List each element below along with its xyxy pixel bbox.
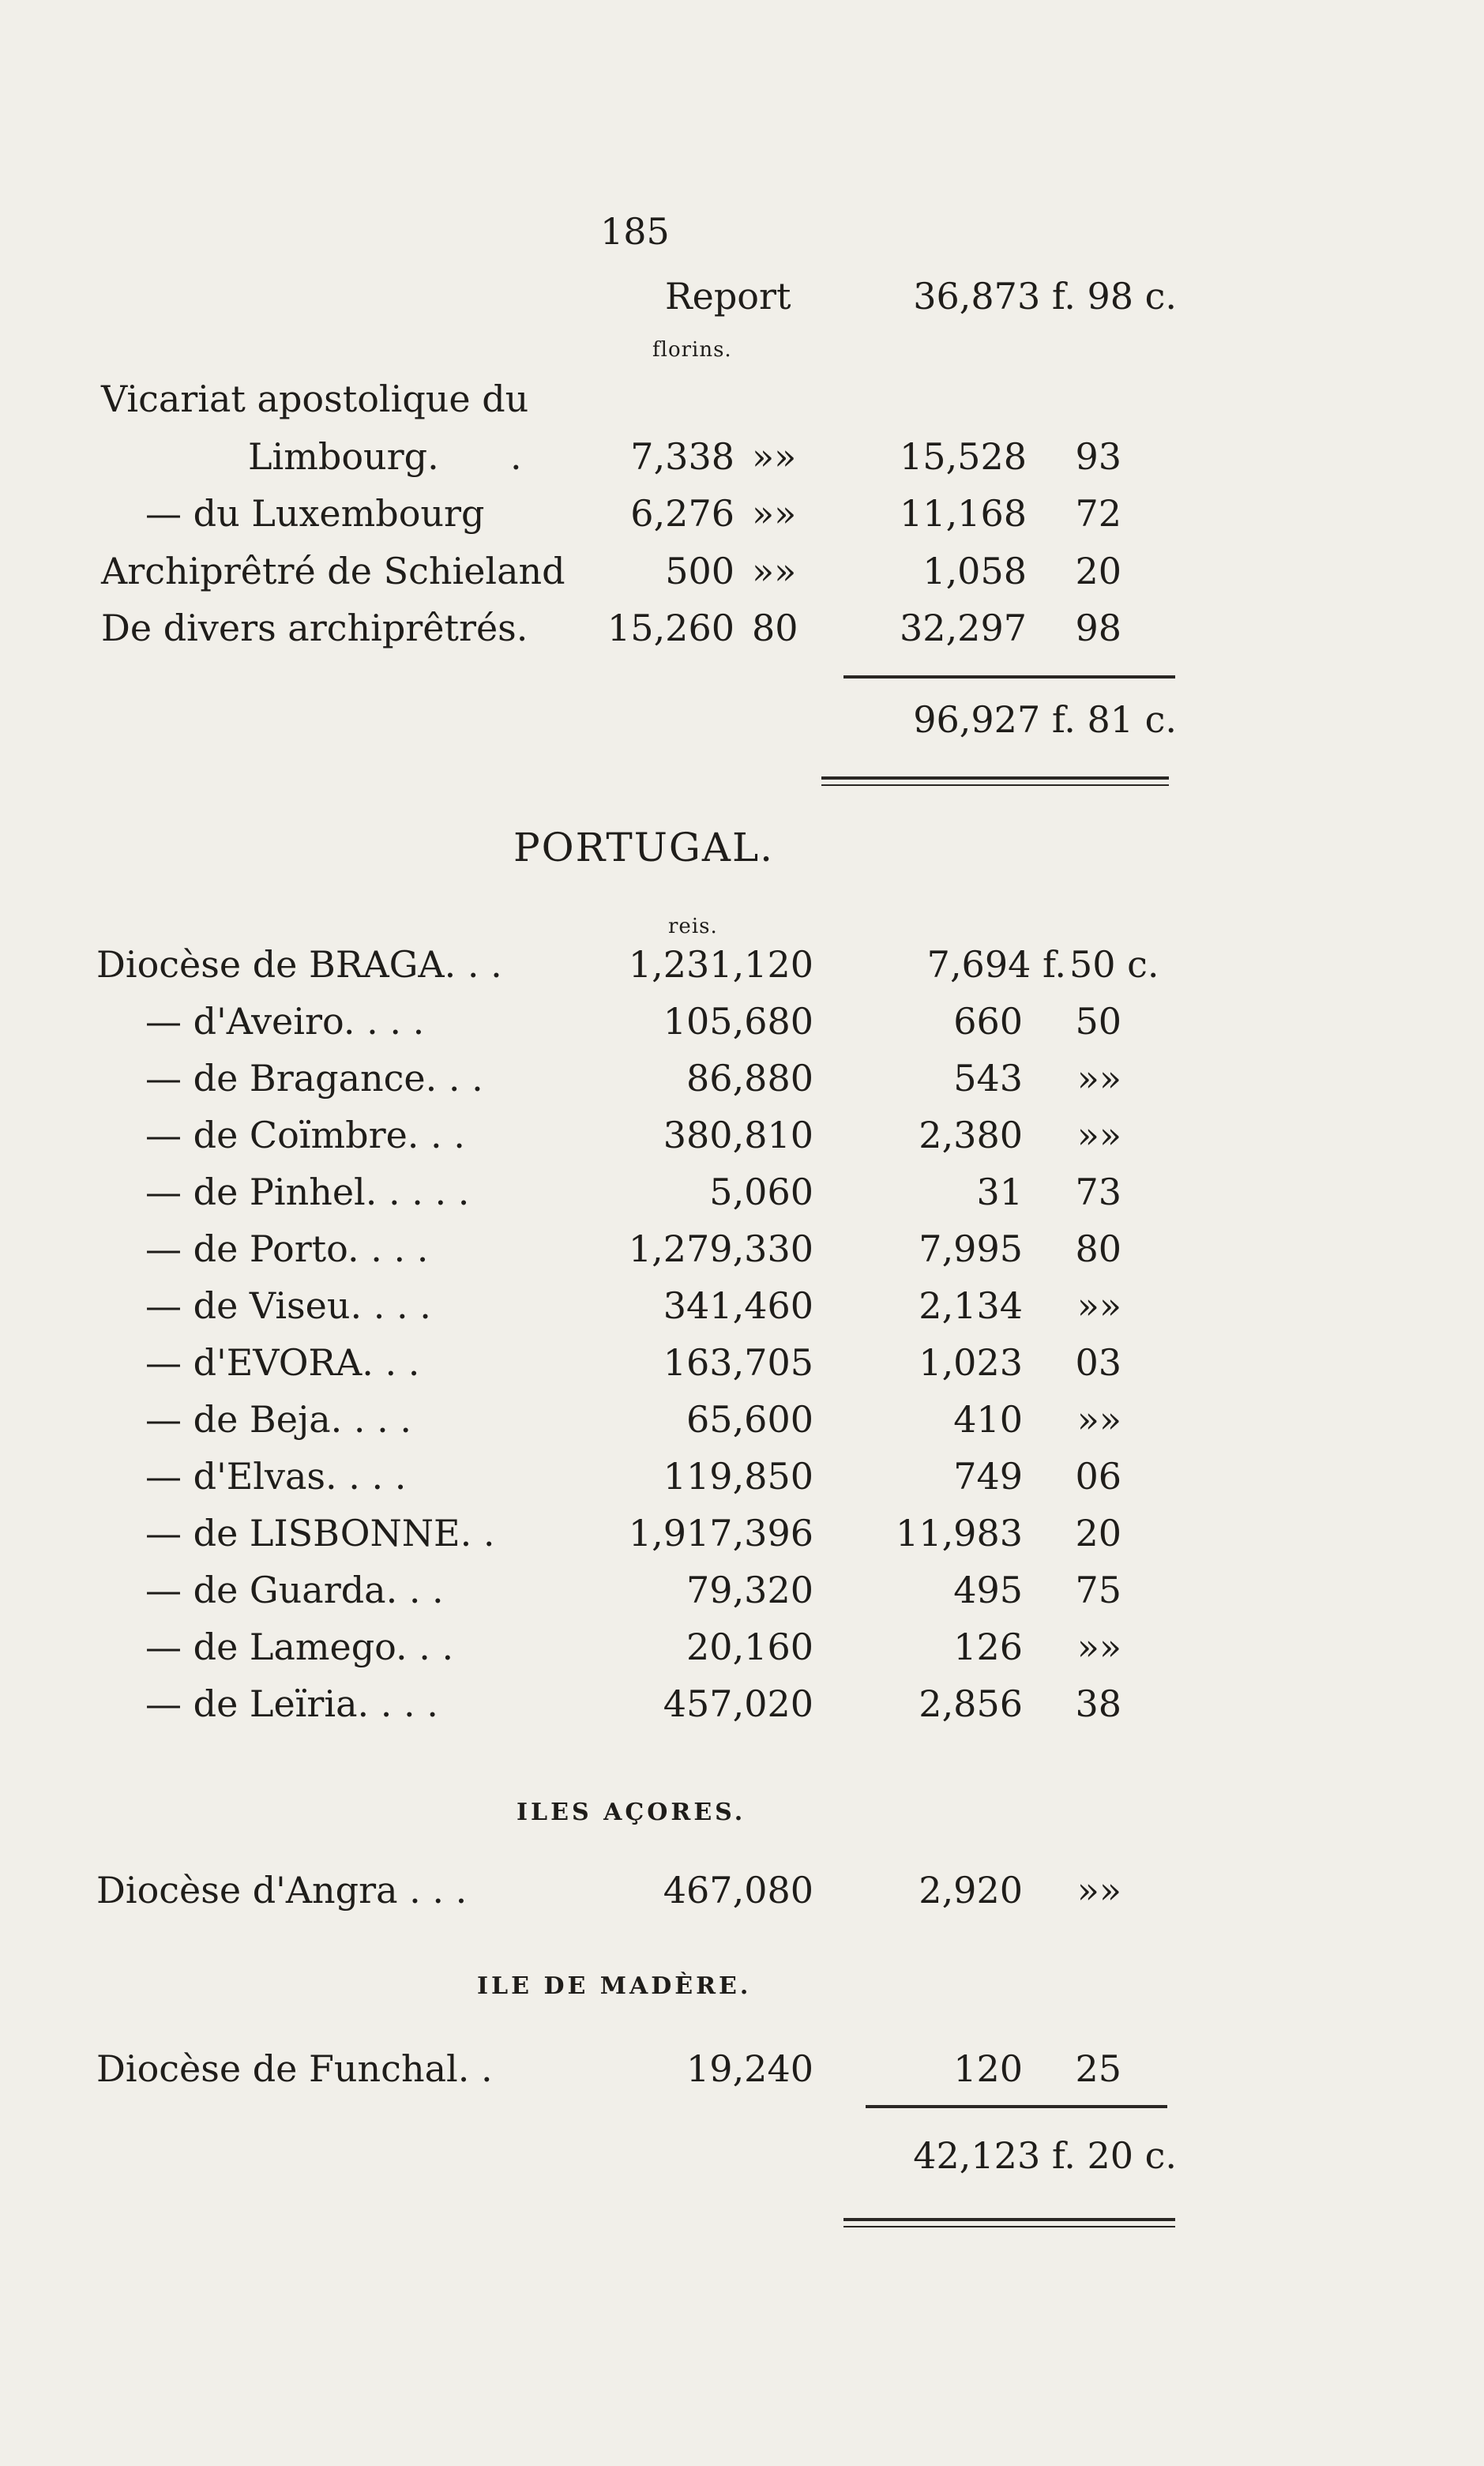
row-name: Diocèse de Funchal. . (96, 2047, 493, 2090)
row-reis: 1,279,330 (628, 1227, 813, 1270)
row-francs: 32,297 (900, 607, 1027, 649)
row-reis: 5,060 (709, 1171, 813, 1213)
row-centimes: »» (1076, 1869, 1121, 1912)
row-centimes: »» (1076, 1398, 1121, 1441)
row-name: De divers archiprêtrés. (101, 607, 528, 649)
row-name: — de Bragance. . . (145, 1057, 483, 1100)
row-reis: 1,231,120 (628, 943, 813, 986)
row-centimes: 20 (1075, 550, 1121, 592)
vicariat-label: Vicariat apostolique du (101, 378, 529, 420)
row-name: — de Viseu. . . . (145, 1284, 431, 1327)
row-francs: 2,920 (919, 1869, 1023, 1912)
double-rule-bottom (821, 784, 1169, 786)
row-florins-cents: »» (752, 435, 797, 478)
row-francs: 7,995 (919, 1227, 1023, 1270)
row-name: — de Beja. . . . (145, 1398, 411, 1441)
row-reis: 79,320 (686, 1569, 813, 1611)
row-name: — de Pinhel. . . . . (145, 1171, 470, 1213)
page-number: 185 (600, 210, 670, 253)
row-centimes: »» (1076, 1114, 1121, 1156)
row-centimes: »» (1076, 1626, 1121, 1668)
row-reis: 19,240 (686, 2047, 813, 2090)
row-florins-cents: »» (752, 550, 797, 592)
row-florins: 6,276 (630, 492, 734, 535)
row-name: — d'Aveiro. . . . (145, 1000, 425, 1043)
row-centimes: 20 (1075, 1512, 1121, 1554)
row-name: Diocèse de BRAGA. . . (96, 943, 502, 986)
total-rule (866, 2105, 1167, 2108)
row-francs: 31 (976, 1171, 1023, 1213)
row-francs: 1,023 (919, 1341, 1023, 1384)
row-reis: 341,460 (663, 1284, 813, 1327)
row-francs: 11,983 (896, 1512, 1023, 1554)
row-reis: 457,020 (663, 1682, 813, 1725)
row-name: — de LISBONNE. . (145, 1512, 495, 1554)
row-name: — d'EVORA. . . (145, 1341, 420, 1384)
section-title-acores: ILES AÇORES. (517, 1799, 746, 1826)
row-centimes: 06 (1075, 1455, 1121, 1498)
row-centimes: 50 (1075, 1000, 1121, 1043)
row-reis: 105,680 (663, 1000, 813, 1043)
row-name: Limbourg. (248, 435, 439, 478)
row-dots: . (510, 435, 522, 478)
row-centimes: 93 (1075, 435, 1121, 478)
row-francs: 495 (953, 1569, 1023, 1611)
row-reis: 163,705 (663, 1341, 813, 1384)
row-centimes: »» (1076, 1284, 1121, 1327)
section-title-madere: ILE DE MADÈRE. (477, 1972, 752, 2000)
report-total: 36,873 f. 98 c. (913, 275, 1177, 318)
section-title-portugal: PORTUGAL. (513, 825, 775, 870)
row-francs: 410 (953, 1398, 1023, 1441)
row-centimes: 50 c. (1069, 943, 1159, 986)
row-centimes: 98 (1075, 607, 1121, 649)
final-rule-bottom (843, 2226, 1175, 2227)
row-name: — de Leïria. . . . (145, 1682, 438, 1725)
row-francs: 660 (953, 1000, 1023, 1043)
row-centimes: 03 (1075, 1341, 1121, 1384)
row-centimes: 38 (1075, 1682, 1121, 1725)
row-name: — de Guarda. . . (145, 1569, 444, 1611)
row-name: — du Luxembourg (145, 492, 485, 535)
row-florins: 500 (665, 550, 734, 592)
row-francs: 126 (953, 1626, 1023, 1668)
row-centimes: 80 (1075, 1227, 1121, 1270)
row-centimes: 25 (1075, 2047, 1121, 2090)
row-reis: 86,880 (686, 1057, 813, 1100)
subtotal-rule (843, 675, 1175, 679)
subtotal: 96,927 f. 81 c. (913, 698, 1177, 741)
row-francs: 543 (953, 1057, 1023, 1100)
row-francs: 2,856 (919, 1682, 1023, 1725)
row-reis: 1,917,396 (628, 1512, 813, 1554)
row-name: — de Coïmbre. . . (145, 1114, 465, 1156)
florins-label: florins. (652, 338, 732, 362)
row-florins: 7,338 (630, 435, 734, 478)
row-francs: 7,694 f. (926, 943, 1066, 986)
reis-label: reis. (668, 915, 718, 938)
row-francs: 120 (953, 2047, 1023, 2090)
row-reis: 65,600 (686, 1398, 813, 1441)
double-rule-top (821, 776, 1169, 780)
row-francs: 15,528 (900, 435, 1027, 478)
row-francs: 749 (953, 1455, 1023, 1498)
row-florins-cents: 80 (752, 607, 798, 649)
row-reis: 467,080 (663, 1869, 813, 1912)
row-reis: 380,810 (663, 1114, 813, 1156)
final-rule-top (843, 2218, 1175, 2221)
row-name: Diocèse d'Angra . . . (96, 1869, 468, 1912)
row-reis: 20,160 (686, 1626, 813, 1668)
row-francs: 2,380 (919, 1114, 1023, 1156)
grand-total: 42,123 f. 20 c. (913, 2134, 1177, 2177)
row-centimes: 75 (1075, 1569, 1121, 1611)
row-reis: 119,850 (663, 1455, 813, 1498)
row-florins-cents: »» (752, 492, 797, 535)
row-florins: 15,260 (607, 607, 734, 649)
row-francs: 11,168 (900, 492, 1027, 535)
row-francs: 2,134 (919, 1284, 1023, 1327)
row-name: — d'Elvas. . . . (145, 1455, 407, 1498)
row-name: Archiprêtré de Schieland (101, 550, 565, 592)
row-name: — de Lamego. . . (145, 1626, 454, 1668)
row-centimes: 72 (1075, 492, 1121, 535)
row-centimes: 73 (1075, 1171, 1121, 1213)
row-francs: 1,058 (922, 550, 1027, 592)
row-centimes: »» (1076, 1057, 1121, 1100)
report-label: Report (665, 275, 791, 318)
row-name: — de Porto. . . . (145, 1227, 429, 1270)
